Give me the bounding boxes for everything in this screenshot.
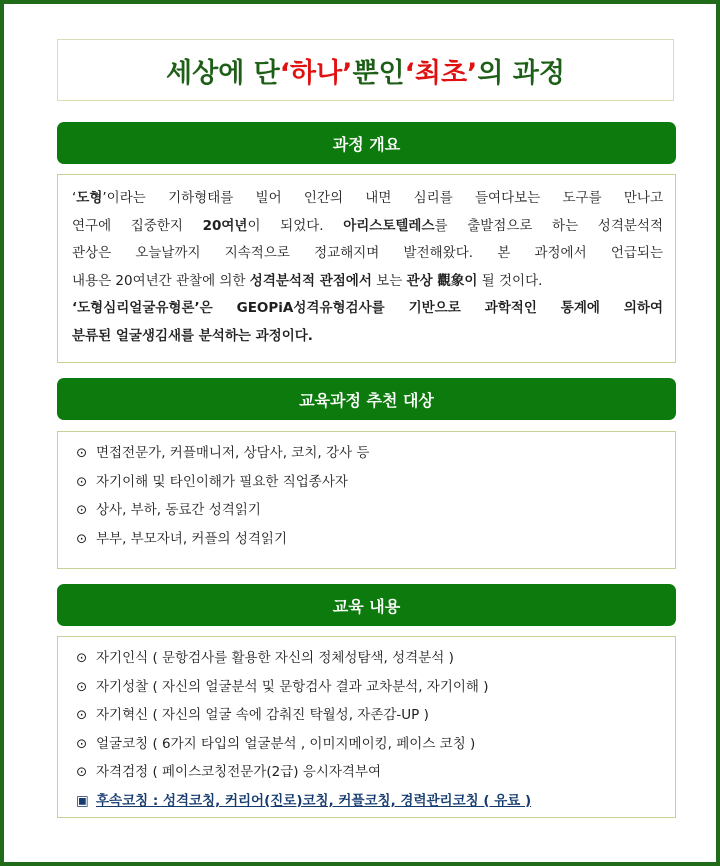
circle-dot-icon: ⊙ <box>76 735 88 752</box>
content-list <box>57 636 676 818</box>
overview-line-1 <box>72 185 663 213</box>
list-item <box>76 644 675 673</box>
list-item-text: 면접전문가, 커플매니저, 상담사, 코치, 강사 등 <box>96 445 370 461</box>
followup-text: 후속코칭 : 성격코칭, 커리어(진로)코칭, 커플코칭, 경력관리코칭 ( 유료 ) <box>96 792 532 809</box>
text-bold: 아리스토텔레스 <box>343 217 435 234</box>
square-box-icon: ▣ <box>76 792 89 809</box>
text: 를 출발점으로 하는 성격분석적 <box>434 217 663 234</box>
text: ’이라는 기하형태를 빌어 인간의 내면 심리를 들여다보는 도구를 만나고 <box>102 190 663 206</box>
target-heading: 교육과정 추천 대상 <box>299 390 434 410</box>
text: 연구에 집중한지 <box>72 217 203 234</box>
circle-dot-icon: ⊙ <box>76 707 88 723</box>
text: 이 되었다. <box>247 217 344 234</box>
list-item <box>76 730 675 759</box>
circle-dot-icon: ⊙ <box>76 473 88 490</box>
overview-line-4 <box>72 268 663 296</box>
overview-line-2 <box>72 213 663 241</box>
text: 보는 <box>371 272 407 289</box>
title-suffix: 의 과정 <box>477 57 565 89</box>
overview-heading-bar <box>57 122 676 164</box>
circle-dot-icon: ⊙ <box>76 502 88 518</box>
text-bold: 도형 <box>76 190 103 206</box>
list-item <box>76 496 675 525</box>
circle-dot-icon: ⊙ <box>76 445 88 461</box>
followup-coaching-item <box>76 787 675 816</box>
page-title <box>57 39 674 101</box>
title-prefix: 세상에 단 <box>166 57 280 89</box>
text: 내용은 20여년간 관찰에 의한 <box>72 272 250 289</box>
overview-heading: 과정 개요 <box>332 134 401 154</box>
circle-dot-icon: ⊙ <box>76 678 88 695</box>
circle-dot-icon: ⊙ <box>76 650 88 666</box>
text-bold: 관상 觀象이 <box>406 272 478 289</box>
list-item-text: 얼굴코칭 ( 6가지 타입의 얼굴분석 , 이미지메이킹, 페이스 코칭 ) <box>96 735 476 752</box>
list-item-text: 자격검정 ( 페이스코칭전문가(2급) 응시자격부여 <box>96 764 382 780</box>
target-heading-bar <box>57 378 676 420</box>
list-item <box>76 758 675 787</box>
title-middle: 뿐인 <box>352 57 405 89</box>
circle-dot-icon: ⊙ <box>76 530 88 547</box>
text: ‘ <box>72 190 77 206</box>
text: 될 것이다. <box>477 272 543 289</box>
target-list <box>57 431 676 569</box>
list-item <box>76 439 675 468</box>
list-item-text: 부부, 부모자녀, 커플의 성격읽기 <box>96 530 287 547</box>
overview-line-6: 분류된 얼굴생김새를 분석하는 과정이다. <box>72 327 313 344</box>
list-item-text: 상사, 부하, 동료간 성격읽기 <box>96 502 261 518</box>
list-item-text: 자기인식 ( 문항검사를 활용한 자신의 정체성탐색, 성격분석 ) <box>96 650 454 666</box>
list-item-text: 자기성찰 ( 자신의 얼굴분석 및 문항검사 결과 교차분석, 자기이해 ) <box>96 678 489 695</box>
title-highlight-one: ‘하나’ <box>279 57 353 89</box>
list-item-text: 자기이해 및 타인이해가 필요한 직업종사자 <box>96 473 348 490</box>
overview-line-5: ‘도형심리얼굴유형론’은 GEOPiA성격유형검사를 기반으로 과학적인 통계에 의하여 <box>72 300 663 316</box>
text-bold: 20여년 <box>202 217 248 234</box>
text-bold: 성격분석적 관점에서 <box>249 272 372 289</box>
overview-line-3: 관상은 오늘날까지 지속적으로 정교해지며 발전해왔다. 본 과정에서 언급되는 <box>72 245 663 261</box>
title-highlight-first: ‘최초’ <box>404 57 478 89</box>
content-heading-bar <box>57 584 676 626</box>
list-item <box>76 525 675 554</box>
list-item <box>76 468 675 497</box>
circle-dot-icon: ⊙ <box>76 764 88 780</box>
content-heading: 교육 내용 <box>332 596 401 616</box>
list-item-text: 자기혁신 ( 자신의 얼굴 속에 감춰진 탁월성, 자존감-UP ) <box>96 707 429 723</box>
list-item <box>76 673 675 702</box>
overview-box <box>57 174 676 363</box>
list-item <box>76 701 675 730</box>
